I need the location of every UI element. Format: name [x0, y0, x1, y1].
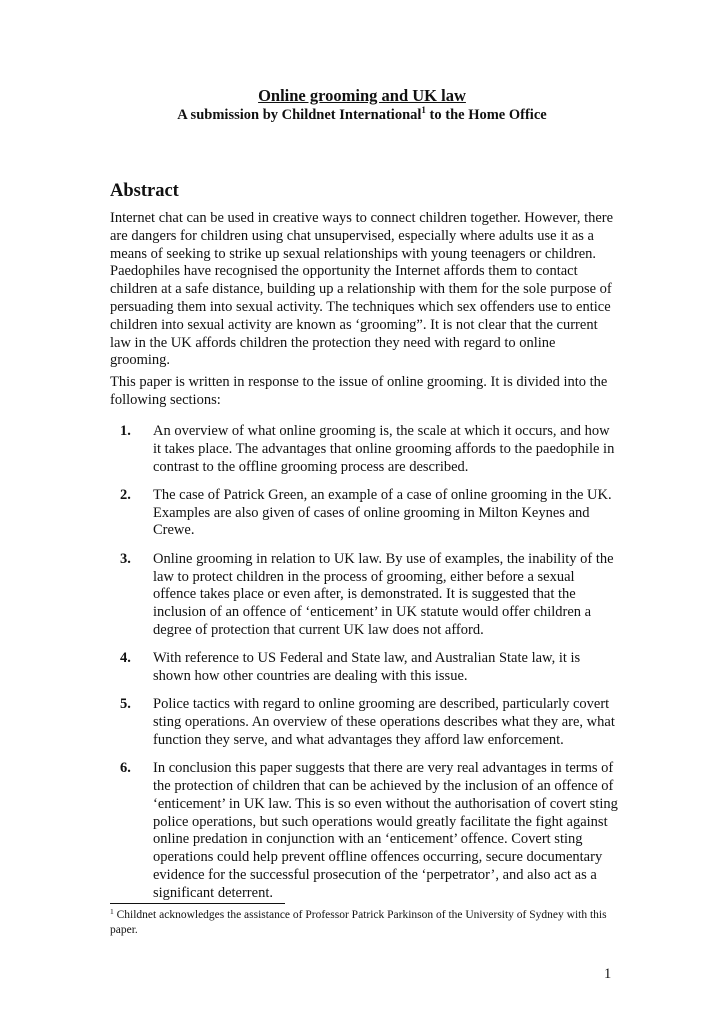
- footnote-reference: 1: [421, 105, 426, 115]
- list-item-text: Online grooming in relation to UK law. By use of examples, the inability of the law to protect children in the process of grooming, either before a sexual offence takes place or even after, is demonstrated. It is suggested that the inclusion of an offence of ‘enticement’ in UK statute would offer children a degree of protection that current UK law does not afford.: [153, 550, 614, 638]
- list-item: [110, 423, 618, 476]
- list-item-text: Police tactics with regard to online grooming are described, particularly covert sting operations. An overview of these operations describes what they are, what function they serve, and what advantages they afford law enforcement.: [153, 696, 615, 748]
- footnote-mark: 1: [110, 907, 114, 916]
- footnote: [110, 908, 620, 937]
- section-heading-abstract: Abstract: [110, 181, 179, 201]
- page-number: 1: [604, 966, 612, 982]
- subtitle-text-end: to the Home Office: [425, 107, 547, 123]
- document-subtitle: [0, 106, 724, 124]
- list-item: [110, 650, 618, 686]
- list-item-text: In conclusion this paper suggests that there are very real advantages in terms of the protection of children that can be achieved by the inclusion of an offence of ‘enticement’ in UK law. This is so even without the authorisation of covert sting police operations, but such operations would greatly facilitate the fight against online predation in conjunction with an ‘enticement’ offence. Covert sting operations could help prevent offline offences occurring, secure documentary evidence for the successful prosecution of the ‘perpetrator’, and also act as a significant deterrent.: [153, 760, 618, 901]
- list-item-number: 6.: [120, 760, 131, 777]
- abstract-paragraph: This paper is written in response to the issue of online grooming. It is divided into the following sections:: [110, 374, 608, 408]
- document-title: Online grooming and UK law: [258, 86, 466, 105]
- list-item-text: The case of Patrick Green, an example of a case of online grooming in the UK. Examples are also given of cases of online grooming in Milton Keynes and Crewe.: [153, 486, 612, 539]
- list-item-number: 2.: [120, 486, 131, 503]
- list-item: [110, 696, 618, 749]
- list-item-text: With reference to US Federal and State law, and Australian State law, it is shown how other countries are dealing with this issue.: [153, 650, 581, 685]
- list-item-number: 3.: [120, 550, 131, 567]
- section-list: [110, 423, 618, 913]
- footnote-divider: [110, 903, 285, 904]
- list-item: [110, 551, 618, 640]
- list-item-number: 4.: [120, 650, 131, 667]
- list-item: [110, 487, 618, 540]
- abstract-paragraph: Internet chat can be used in creative ways to connect children together. However, there are dangers for children using chat unsupervised, especially where adults use it as a means of seeking to strike up sexual relationships with young teenagers or children. Paedophiles have recognised the opportunity the Internet affords them to contact children at a safe distance, building up a relationship with them for the sole purpose of persuading them into sexual activity. The techniques which sex offenders use to entice children into sexual activity are known as ‘grooming”. It is not clear that the current law in the UK affords children the protection they need with regard to online grooming.: [110, 210, 614, 369]
- list-item-number: 5.: [120, 696, 131, 713]
- subtitle-text: A submission by Childnet International: [177, 107, 422, 123]
- list-item: [110, 760, 618, 902]
- list-item-number: 1.: [120, 423, 131, 439]
- list-item-text: An overview of what online grooming is, the scale at which it occurs, and how it takes place. The advantages that online grooming affords to the paedophile in contrast to the offline grooming process are described.: [153, 423, 615, 475]
- footnote-text: Childnet acknowledges the assistance of Professor Patrick Parkinson of the University of Sydney with this paper.: [110, 909, 607, 936]
